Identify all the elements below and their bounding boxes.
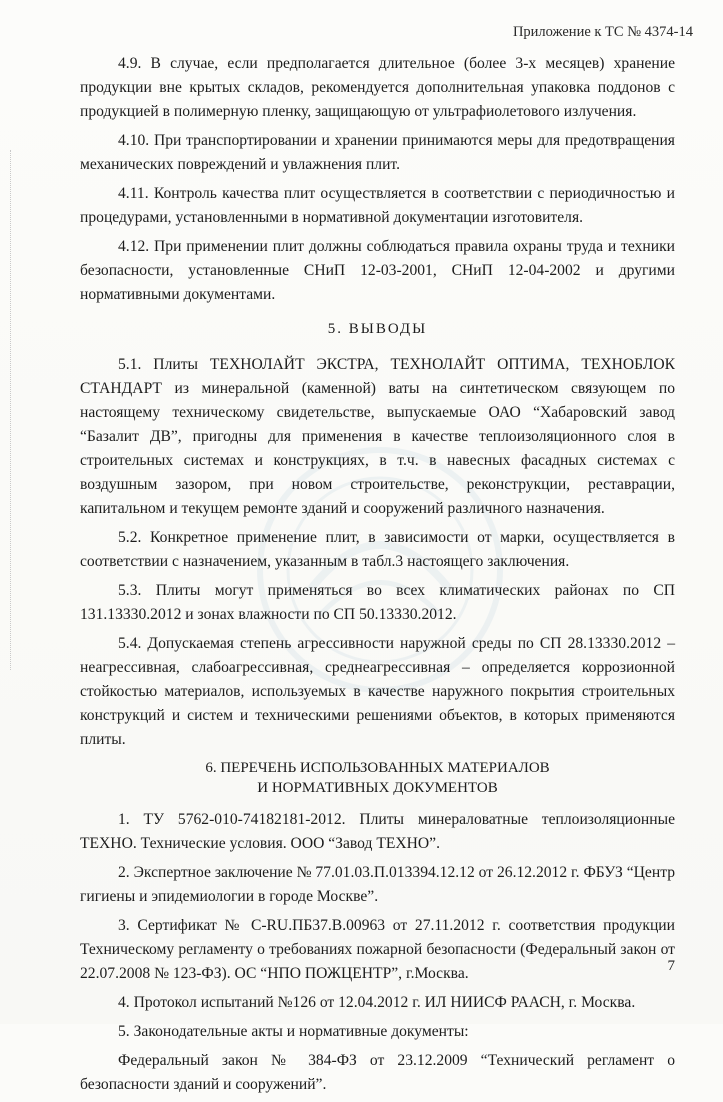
section-6-title-line-1: 6. ПЕРЕЧЕНЬ ИСПОЛЬЗОВАННЫХ МАТЕРИАЛОВ <box>205 760 550 776</box>
reference-4: 4. Протокол испытаний №126 от 12.04.2012 г. ИЛ НИИСФ РААСН, г. Москва. <box>118 994 636 1011</box>
paragraph-5-3: 5.3. Плиты могут применяться во всех климатических районах по СП 131.13330.2012 и зонах влажности по СП 50.13330.2012. <box>80 582 675 623</box>
reference-5-law: Федеральный закон № 384-ФЗ от 23.12.2009 “Технический регламент о безопасности зданий и сооружений”. <box>80 1052 675 1093</box>
paragraph-5-2: 5.2. Конкретное применение плит, в зависимости от марки, осуществляется в соответствии с назначением, указанным в табл.3 настоящего заключения. <box>80 529 675 570</box>
page-number: 7 <box>667 958 675 974</box>
paragraph-4-9: 4.9. В случае, если предполагается длительное (более 3-х месяцев) хранение продукции вне крытых складов, рекомендуется дополнительная упаковка поддонов с продукцией в полимерную пленку, защищающую от ультрафиолетового излучения. <box>80 55 675 120</box>
section-6-title <box>80 758 675 798</box>
attachment-label: Приложение к ТС № 4374-14 <box>512 24 693 40</box>
paragraph-5-1: 5.1. Плиты ТЕХНОЛАЙТ ЭКСТРА, ТЕХНОЛАЙТ ОПТИМА, ТЕХНОБЛОК СТАНДАРТ из минеральной (каменной) ваты на синтетическом связующем по настоящему техническому свидетельстве, выпускаемые ОАО “Хабаровский завод “Базалит ДВ”, пригодны для применения в качестве теплоизоляционного слоя в строительных системах и конструкциях, в т.ч. в навесных фасадных системах с воздушным зазором, при новом строительстве, реконструкции, реставрации, капитальном и текущем ремонте зданий и сооружений различного назначения. <box>80 356 675 517</box>
section-6-title-line-2: И НОРМАТИВНЫХ ДОКУМЕНТОВ <box>257 780 498 796</box>
reference-2: 2. Экспертное заключение № 77.01.03.П.013394.12.12 от 26.12.2012 г. ФБУЗ “Центр гигиены и эпидемиологии в городе Москве”. <box>80 864 675 905</box>
binding-margin-mark <box>10 150 17 670</box>
paragraph-4-10: 4.10. При транспортировании и хранении принимаются меры для предотвращения механических повреждений и увлажнения плит. <box>80 132 675 173</box>
reference-1: 1. ТУ 5762-010-74182181-2012. Плиты минераловатные теплоизоляционные ТЕХНО. Технические условия. ООО “Завод ТЕХНО”. <box>80 811 675 852</box>
paragraph-5-4: 5.4. Допускаемая степень агрессивности наружной среды по СП 28.13330.2012 – неагрессивная, слабоагрессивная, среднеагрессивная – определяется коррозионной стойкостью материалов, используемых в качестве наружного покрытия строительных конструкций и систем и техническими решениями объектов, в которых применяются плиты. <box>80 635 675 748</box>
paragraph-4-11: 4.11. Контроль качества плит осуществляется в соответствии с периодичностью и процедурами, установленными в нормативной документации изготовителя. <box>80 185 675 226</box>
reference-3: 3. Сертификат № С-RU.ПБ37.В.00963 от 27.11.2012 г. соответствия продукции Техническому регламенту о требованиях пожарной безопасности (Федеральный закон от 22.07.2008 № 123-ФЗ). ОС “НПО ПОЖЦЕНТР”, г.Москва. <box>80 917 675 982</box>
paragraph-4-12: 4.12. При применении плит должны соблюдаться правила охраны труда и техники безопасности, установленные СНиП 12-03-2001, СНиП 12-04-2002 и другими нормативными документами. <box>80 238 675 303</box>
reference-5: 5. Законодательные акты и нормативные документы: <box>118 1023 469 1040</box>
document-body <box>80 52 675 1102</box>
section-5-title: 5. ВЫВОДЫ <box>327 321 428 337</box>
